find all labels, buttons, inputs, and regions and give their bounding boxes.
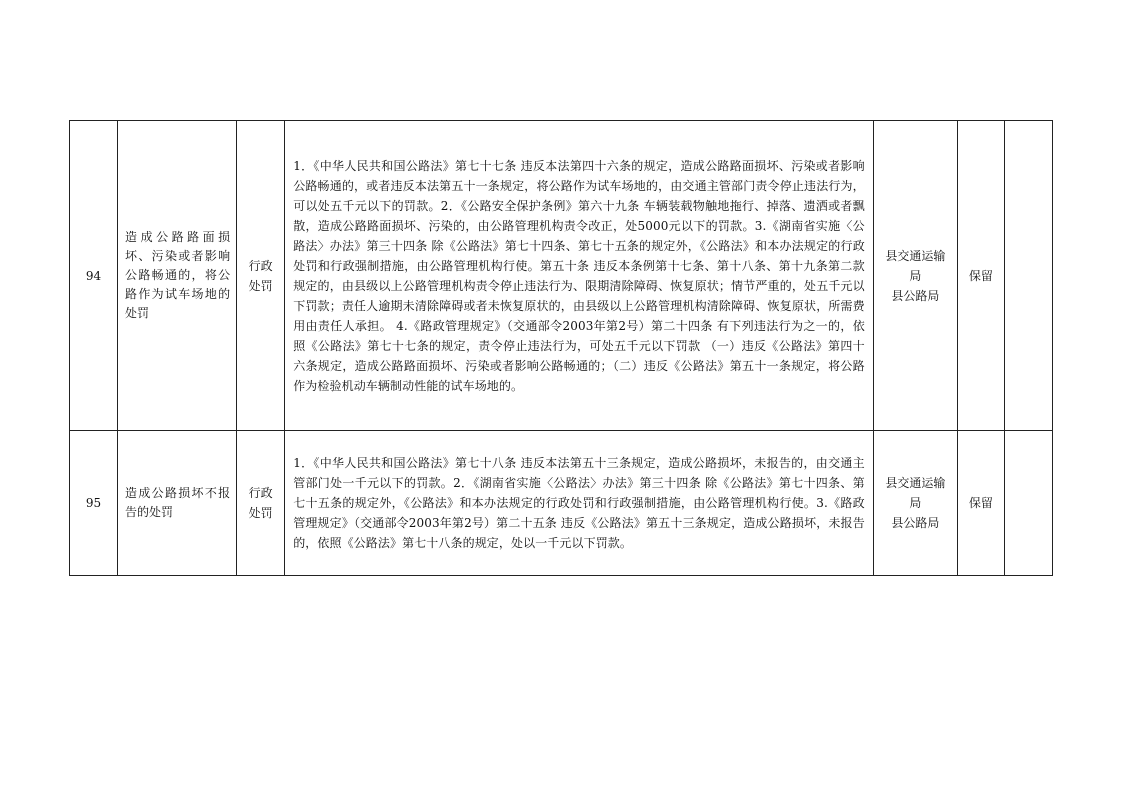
status-text: 保留: [968, 268, 993, 283]
department-line-3: 县公路局: [891, 516, 940, 530]
legal-basis-text: 1．《中华人民共和国公路法》第七十七条 违反本法第四十六条的规定，造成公路路面损坏、污染或者影响公路畅通的，或者违反本法第五十一条规定，将公路作为试车场地的，由交通主管部门责令停止违法行为，可以处五千元以下的罚款。2．《公路安全保护条例》第六十九条 车辆装载物触地拖行、掉落、遗洒或者飘散，造成公路路面损坏、污染的，由公路管理机构责令改正，处5000元以下的罚款。3.《湖南省实施〈公路法〉办法》第三十四条 除《公路法》第七十四条、第七十五条的规定外，《公路法》和本办法规定的行政处罚和行政强制措施，由公路管理机构行使。第五十条 违反本条例第十七条、第十八条、第十九条第二款规定的，由县级以上公路管理机构责令停止违法行为、限期清除障碍、恢复原状；情节严重的，处五千元以下罚款；责任人逾期未清除障碍或者未恢复原状的，由县级以上公路管理机构清除障碍、恢复原状，所需费用由责任人承担。 4.《路政管理规定》（交通部令2003年第2号）第二十四条 有下列违法行为之一的，依照《公路法》第七十七条的规定，责令停止违法行为，可处五千元以下罚款 （一）违反《公路法》第四十六条规定，造成公路路面损坏、污染或者影响公路畅通的；（二）违反《公路法》第五十一条规定，将公路作为检验机动车辆制动性能的试车场地的。: [293, 158, 865, 393]
item-name-cell: [118, 431, 237, 576]
department-line-2: 局: [909, 496, 922, 510]
note-cell: [1004, 431, 1052, 576]
legal-basis-cell: [285, 431, 874, 576]
legal-basis-cell: [285, 121, 874, 431]
department-line-1: 县交通运输: [885, 248, 946, 263]
legal-basis-text: 1．《中华人民共和国公路法》第七十八条 违反本法第五十三条规定，造成公路损坏，未报告的，由交通主管部门处一千元以下的罚款。2．《湖南省实施〈公路法〉办法》第三十四条 除《公路法》第七十四条、第七十五条的规定外，《公路法》和本办法规定的行政处罚和行政强制措施，由公路管理机构行使。3.《路政管理规定》（交通部令2003年第2号）第二十五条 违反《公路法》第五十三条规定，造成公路损坏，未报告的，依照《公路法》第七十八条的规定，处以一千元以下罚款。: [293, 456, 865, 550]
department-cell: [873, 121, 957, 431]
item-number: 94: [85, 268, 102, 283]
penalty-table: [69, 120, 1053, 576]
table-row: [70, 121, 1053, 431]
department-line-1: 县交通运输: [885, 476, 946, 490]
item-name-cell: [118, 121, 237, 431]
item-number: 95: [85, 496, 102, 510]
table-row: [70, 431, 1053, 576]
item-type-cell: [237, 431, 285, 576]
status-cell: [957, 431, 1004, 576]
item-name: 造成公路损坏不报告的处罚: [125, 486, 231, 519]
item-name: 造成公路路面损坏、污染或者影响公路畅通的，将公路作为试车场地的处罚: [125, 230, 231, 320]
item-number-cell: [70, 121, 118, 431]
department-cell: [873, 431, 957, 576]
status-cell: [957, 121, 1004, 431]
item-type: 行政处罚: [248, 486, 273, 520]
department-line-3: 县公路局: [891, 288, 940, 303]
note-cell: [1004, 121, 1052, 431]
department-line-2: 局: [909, 268, 922, 283]
item-type-cell: [237, 121, 285, 431]
item-type: 行政处罚: [248, 258, 273, 293]
item-number-cell: [70, 431, 118, 576]
status-text: 保留: [968, 496, 993, 510]
